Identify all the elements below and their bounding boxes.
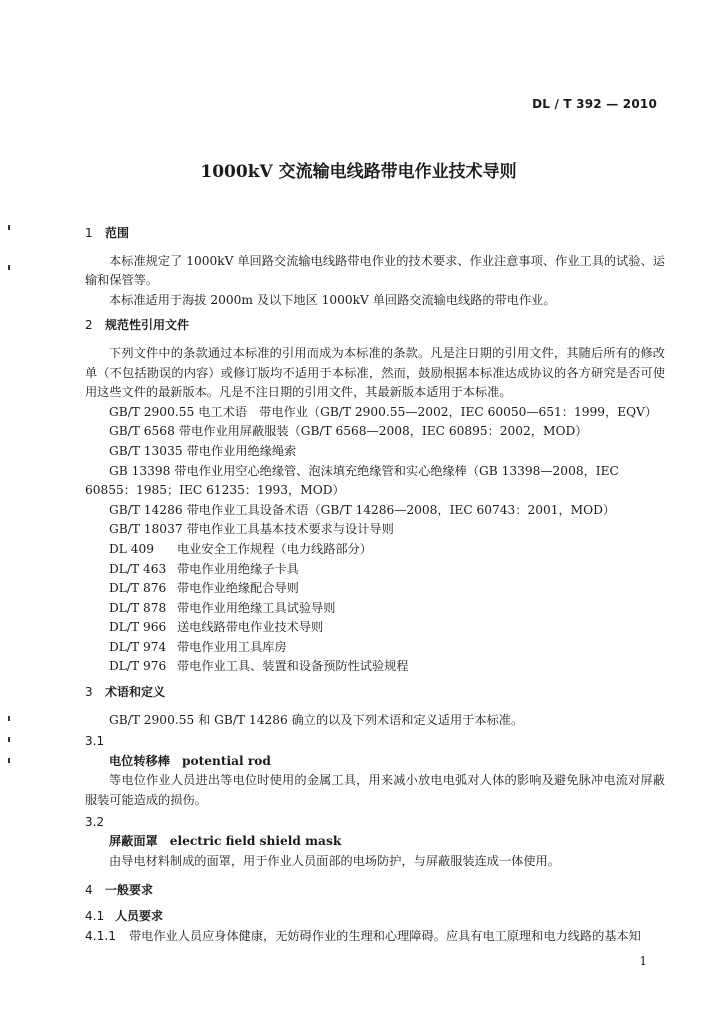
section-title: 一般要求 bbox=[105, 883, 154, 898]
reference-title: 电工术语 带电作业（GB/T 2900.55—2002，IEC 60050—651：1999，EQV） bbox=[198, 404, 658, 419]
reference-title: 带电作业用屏蔽服装（GB/T 6568—2008，IEC 60895：2002，MOD） bbox=[178, 424, 588, 439]
paragraph: GB/T 2900.55 和 GB/T 14286 确立的以及下列术语和定义适用于本标准。 bbox=[109, 712, 524, 727]
section-heading-normative-references bbox=[85, 316, 665, 336]
subsection-title: 人员要求 bbox=[115, 909, 164, 923]
scan-mark bbox=[8, 716, 10, 721]
paragraph: 本标准规定了 1000kV 单回路交流输电线路带电作业的技术要求、作业注意事项、作业工具的试验、运输和保管等。 bbox=[85, 253, 665, 288]
reference-item bbox=[85, 422, 665, 442]
section-number: 2 bbox=[85, 318, 93, 333]
reference-item bbox=[85, 442, 665, 462]
reference-item bbox=[85, 560, 665, 580]
subsection-number: 4.1 bbox=[85, 909, 105, 923]
reference-item bbox=[85, 540, 665, 560]
term-number: 3.1 bbox=[85, 734, 105, 749]
paragraph: 下列文件中的条款通过本标准的引用而成为本标准的条款。凡是注日期的引用文件，其随后所有的修改单（不包括勘误的内容）或修订版均不适用于本标准，然而，鼓励根据本标准达成协议的各方研究是否可使用这些文件的最新版本。凡是不注日期的引用文件，其最新版本适用于本标准。 bbox=[85, 345, 665, 400]
scan-mark bbox=[8, 737, 10, 742]
reference-title: 带电作业用绝缘工具试验导则 bbox=[177, 600, 336, 615]
reference-code: GB 13398 bbox=[109, 463, 171, 478]
term-number: 3.2 bbox=[85, 814, 105, 829]
reference-item bbox=[85, 403, 665, 423]
section-title: 范围 bbox=[105, 226, 130, 240]
reference-item bbox=[85, 638, 665, 658]
document-title: 1000kV 交流输电线路带电作业技术导则 bbox=[200, 162, 517, 182]
reference-code: DL/T 966 bbox=[109, 620, 167, 635]
reference-title: 带电作业绝缘配合导则 bbox=[177, 581, 299, 596]
reference-title: 带电作业用绝缘子卡具 bbox=[177, 561, 299, 576]
section-number: 3 bbox=[85, 685, 93, 700]
reference-item bbox=[85, 657, 665, 677]
reference-code: GB/T 18037 bbox=[109, 522, 183, 537]
reference-item bbox=[85, 599, 665, 619]
section-heading-scope bbox=[85, 224, 665, 244]
page-number: 1 bbox=[639, 954, 647, 968]
reference-code: DL/T 876 bbox=[109, 581, 167, 596]
term-heading bbox=[85, 832, 665, 852]
section-heading-terms-definitions bbox=[85, 683, 665, 703]
reference-title: 带电作业用绝缘绳索 bbox=[186, 443, 297, 458]
reference-title: 带电作业工具、装置和设备预防性试验规程 bbox=[177, 659, 409, 674]
term-heading bbox=[85, 752, 665, 772]
paragraph: 本标准适用于海拔 2000m 及以下地区 1000kV 单回路交流输电线路的带电作业。 bbox=[109, 292, 556, 307]
reference-title: 带电作业工具设备术语（GB/T 14286—2008，IEC 60743：2001，MOD） bbox=[186, 502, 616, 517]
term-zh: 屏蔽面罩 bbox=[109, 834, 158, 849]
term-zh: 电位转移棒 bbox=[109, 753, 170, 768]
reference-item bbox=[85, 462, 665, 501]
term-definition: 等电位作业人员进出等电位时使用的金属工具，用来减小放电电弧对人体的影响及避免脉冲电流对屏蔽服装可能造成的损伤。 bbox=[85, 773, 665, 808]
section-title: 术语和定义 bbox=[105, 685, 166, 700]
document-body bbox=[85, 224, 665, 946]
reference-title: 送电线路带电作业技术导则 bbox=[177, 620, 324, 635]
standard-code: DL / T 392 — 2010 bbox=[532, 97, 657, 111]
reference-code: DL 409 bbox=[109, 541, 155, 556]
subsection-heading bbox=[85, 907, 665, 927]
reference-title: 带电作业工具基本技术要求与设计导则 bbox=[186, 522, 394, 537]
section-number: 1 bbox=[85, 226, 93, 240]
term-en: potential rod bbox=[181, 753, 271, 768]
reference-item bbox=[85, 618, 665, 638]
section-heading-general-requirements bbox=[85, 881, 665, 901]
reference-title: 电业安全工作规程（电力线路部分） bbox=[177, 541, 372, 556]
reference-code: DL/T 974 bbox=[109, 639, 167, 654]
scan-mark bbox=[8, 265, 10, 270]
reference-code: GB/T 6568 bbox=[109, 424, 175, 439]
clause-text: 带电作业人员应身体健康，无妨碍作业的生理和心理障碍。应具有电工原理和电力线路的基本知 bbox=[129, 928, 641, 943]
clause bbox=[85, 927, 665, 947]
reference-code: DL/T 463 bbox=[109, 561, 167, 576]
term-en: electric field shield mask bbox=[169, 834, 342, 849]
term-definition: 由导电材料制成的面罩，用于作业人员面部的电场防护，与屏蔽服装连成一体使用。 bbox=[109, 853, 560, 868]
reference-item bbox=[85, 520, 665, 540]
reference-title: 带电作业用工具库房 bbox=[177, 639, 287, 654]
section-title: 规范性引用文件 bbox=[105, 318, 190, 333]
reference-code: GB/T 2900.55 bbox=[109, 404, 195, 419]
clause-number: 4.1.1 bbox=[85, 928, 117, 943]
section-number: 4 bbox=[85, 883, 93, 898]
scan-mark bbox=[8, 225, 10, 230]
reference-item bbox=[85, 579, 665, 599]
scan-mark bbox=[8, 758, 10, 763]
reference-code: DL/T 878 bbox=[109, 600, 167, 615]
reference-code: DL/T 976 bbox=[109, 659, 167, 674]
reference-item bbox=[85, 501, 665, 521]
reference-code: GB/T 14286 bbox=[109, 502, 183, 517]
reference-title: 带电作业用空心绝缘管、泡沫填充绝缘管和实心绝缘棒（GB 13398—2008，IEC 60855：1985；IEC 61235：1993，MOD） bbox=[85, 463, 619, 498]
reference-code: GB/T 13035 bbox=[109, 443, 183, 458]
